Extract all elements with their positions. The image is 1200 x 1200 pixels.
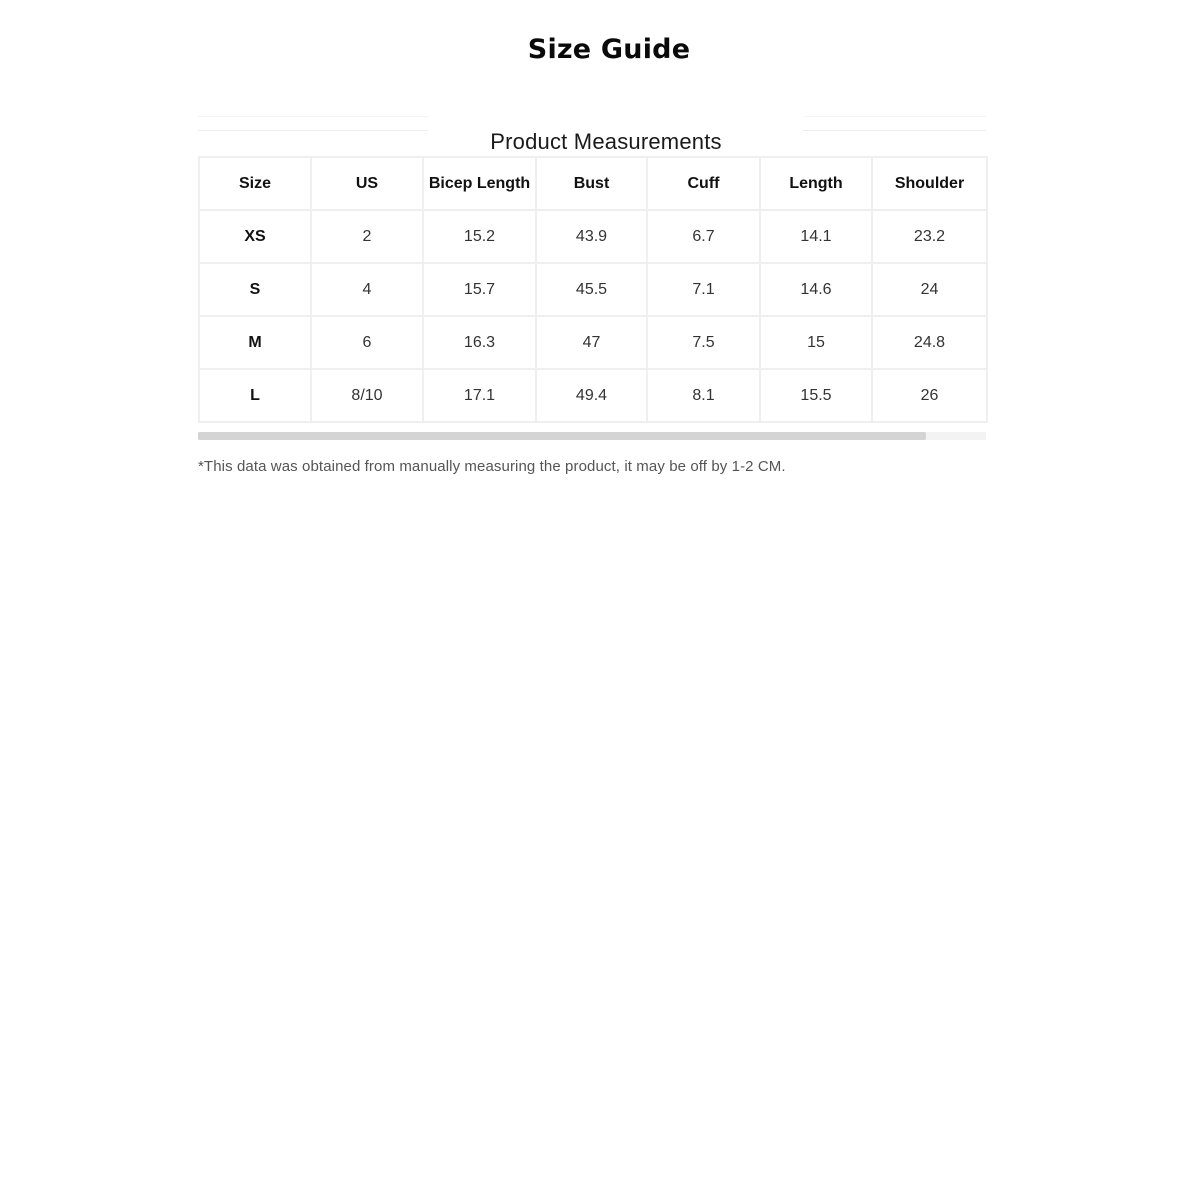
length-cell: 14.6 bbox=[760, 263, 872, 316]
page-title: Size Guide bbox=[527, 34, 691, 65]
size-cell: XS bbox=[199, 210, 311, 263]
measurements-table bbox=[198, 156, 988, 423]
cuff-cell: 7.1 bbox=[647, 263, 760, 316]
size-cell: M bbox=[199, 316, 311, 369]
measurement-disclaimer: *This data was obtained from manually measuring the product, it may be off by 1-2 CM. bbox=[198, 458, 786, 475]
shoulder-cell: 24 bbox=[872, 263, 987, 316]
us-cell: 2 bbox=[311, 210, 423, 263]
table-row bbox=[199, 369, 987, 422]
column-header-size: Size bbox=[199, 157, 311, 210]
column-header-cuff: Cuff bbox=[647, 157, 760, 210]
bust-cell: 49.4 bbox=[536, 369, 647, 422]
bust-cell: 43.9 bbox=[536, 210, 647, 263]
column-header-bicep-length: Bicep Length bbox=[423, 157, 536, 210]
us-cell: 8/10 bbox=[311, 369, 423, 422]
bust-cell: 45.5 bbox=[536, 263, 647, 316]
bicep-length-cell: 16.3 bbox=[423, 316, 536, 369]
horizontal-scrollbar[interactable] bbox=[198, 432, 986, 440]
column-header-bust: Bust bbox=[536, 157, 647, 210]
column-header-length: Length bbox=[760, 157, 872, 210]
shoulder-cell: 23.2 bbox=[872, 210, 987, 263]
column-header-us: US bbox=[311, 157, 423, 210]
length-cell: 15.5 bbox=[760, 369, 872, 422]
bicep-length-cell: 17.1 bbox=[423, 369, 536, 422]
bicep-length-cell: 15.2 bbox=[423, 210, 536, 263]
length-cell: 15 bbox=[760, 316, 872, 369]
column-header-shoulder: Shoulder bbox=[872, 157, 987, 210]
shoulder-cell: 24.8 bbox=[872, 316, 987, 369]
size-cell: S bbox=[199, 263, 311, 316]
cuff-cell: 8.1 bbox=[647, 369, 760, 422]
table-row bbox=[199, 263, 987, 316]
table-row bbox=[199, 210, 987, 263]
cuff-cell: 7.5 bbox=[647, 316, 760, 369]
us-cell: 4 bbox=[311, 263, 423, 316]
scrollbar-thumb[interactable] bbox=[198, 432, 926, 440]
shoulder-cell: 26 bbox=[872, 369, 987, 422]
length-cell: 14.1 bbox=[760, 210, 872, 263]
size-cell: L bbox=[199, 369, 311, 422]
table-row bbox=[199, 316, 987, 369]
cuff-cell: 6.7 bbox=[647, 210, 760, 263]
table-header-row bbox=[199, 157, 987, 210]
table-caption: Product Measurements bbox=[490, 129, 722, 154]
bicep-length-cell: 15.7 bbox=[423, 263, 536, 316]
divider bbox=[198, 116, 428, 117]
divider bbox=[803, 116, 986, 117]
bust-cell: 47 bbox=[536, 316, 647, 369]
us-cell: 6 bbox=[311, 316, 423, 369]
